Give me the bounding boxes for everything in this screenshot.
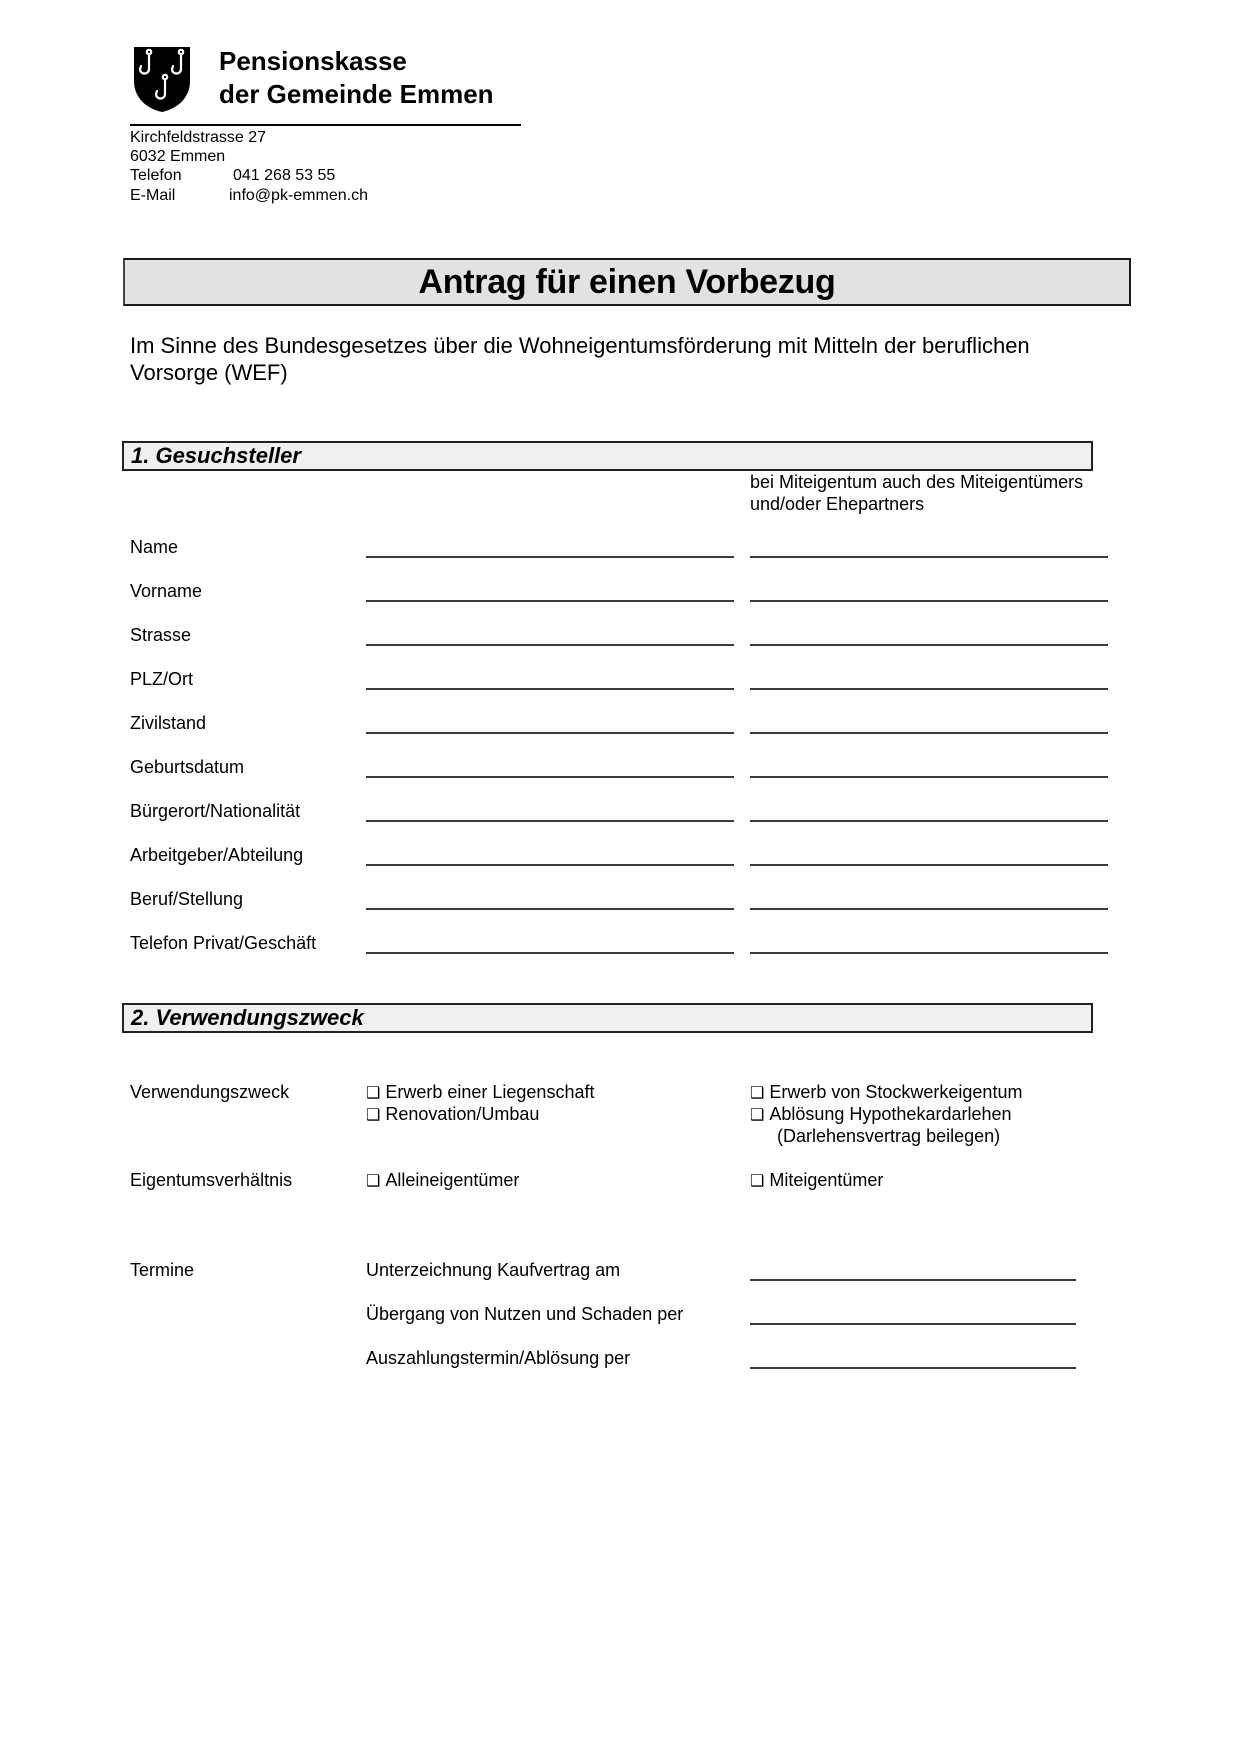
intro-line1: Im Sinne des Bundesgesetzes über die Wohneigentumsförderung mit Mitteln der beruflichen	[130, 333, 1030, 358]
field-label: Arbeitgeber/Abteilung	[130, 845, 304, 865]
option-miteigentuemer[interactable]	[750, 1169, 883, 1193]
co-owner-input-line[interactable]	[750, 644, 1108, 646]
email-value: info@pk-emmen.ch	[229, 187, 368, 204]
header-divider	[130, 124, 521, 126]
section-2-header	[122, 1003, 1093, 1033]
date-label: Übergang von Nutzen und Schaden per	[366, 1304, 684, 1324]
option-label: Alleineigentümer	[385, 1170, 520, 1190]
applicant-input-line[interactable]	[366, 776, 734, 778]
co-owner-note-line2: und/oder Ehepartners	[750, 494, 925, 514]
option-label: Erwerb einer Liegenschaft	[385, 1082, 595, 1102]
date-input-line[interactable]	[750, 1367, 1076, 1369]
field-label: Strasse	[130, 625, 192, 645]
field-label: Zivilstand	[130, 713, 207, 733]
field-label: Geburtsdatum	[130, 757, 245, 777]
co-owner-note-line1: bei Miteigentum auch des Miteigentümers	[750, 472, 1084, 492]
applicant-input-line[interactable]	[366, 556, 734, 558]
org-name-line1: Pensionskasse	[219, 46, 407, 76]
address-city: 6032 Emmen	[130, 148, 226, 165]
applicant-input-line[interactable]	[366, 864, 734, 866]
option-label: Miteigentümer	[769, 1170, 884, 1190]
section-1-header	[122, 441, 1093, 471]
field-label: Bürgerort/Nationalität	[130, 801, 301, 821]
email-label: E-Mail	[130, 187, 176, 204]
applicant-input-line[interactable]	[366, 732, 734, 734]
ownership-label: Eigentumsverhältnis	[130, 1170, 293, 1190]
applicant-input-line[interactable]	[366, 908, 734, 910]
applicant-input-line[interactable]	[366, 644, 734, 646]
co-owner-input-line[interactable]	[750, 908, 1108, 910]
phone-label: Telefon	[130, 167, 182, 184]
option-abloesung-note: (Darlehensvertrag beilegen)	[777, 1126, 1001, 1146]
option-erwerb-liegenschaft[interactable]	[366, 1081, 594, 1105]
date-label: Unterzeichnung Kaufvertrag am	[366, 1260, 621, 1280]
section-2-title: 2. Verwendungszweck	[131, 1005, 364, 1030]
date-label: Auszahlungstermin/Ablösung per	[366, 1348, 631, 1368]
option-renovation[interactable]	[366, 1103, 539, 1127]
checkbox-icon[interactable]: ❑	[366, 1085, 381, 1102]
applicant-input-line[interactable]	[366, 688, 734, 690]
checkbox-icon[interactable]: ❑	[750, 1085, 765, 1102]
purpose-label: Verwendungszweck	[130, 1082, 290, 1102]
co-owner-input-line[interactable]	[750, 600, 1108, 602]
address-street: Kirchfeldstrasse 27	[130, 129, 267, 146]
intro-line2: Vorsorge (WEF)	[130, 360, 288, 385]
option-stockwerkeigentum[interactable]	[750, 1081, 1022, 1105]
field-label: Name	[130, 537, 179, 557]
field-label: PLZ/Ort	[130, 669, 194, 689]
field-label: Beruf/Stellung	[130, 889, 244, 909]
section-1-title: 1. Gesuchsteller	[131, 443, 301, 468]
phone-value: 041 268 53 55	[233, 167, 336, 184]
co-owner-input-line[interactable]	[750, 556, 1108, 558]
form-title-box	[123, 258, 1131, 306]
checkbox-icon[interactable]: ❑	[750, 1173, 765, 1190]
checkbox-icon[interactable]: ❑	[750, 1107, 765, 1124]
date-input-line[interactable]	[750, 1279, 1076, 1281]
field-label: Telefon Privat/Geschäft	[130, 933, 317, 953]
field-label: Vorname	[130, 581, 203, 601]
dates-label: Termine	[130, 1260, 195, 1280]
option-label: Renovation/Umbau	[385, 1104, 540, 1124]
option-label: Erwerb von Stockwerkeigentum	[769, 1082, 1023, 1102]
co-owner-input-line[interactable]	[750, 952, 1108, 954]
co-owner-input-line[interactable]	[750, 864, 1108, 866]
co-owner-input-line[interactable]	[750, 688, 1108, 690]
co-owner-input-line[interactable]	[750, 820, 1108, 822]
form-title: Antrag für einen Vorbezug	[418, 262, 836, 301]
applicant-input-line[interactable]	[366, 820, 734, 822]
option-alleineigentuemer[interactable]	[366, 1169, 519, 1193]
option-label: Ablösung Hypothekardarlehen	[769, 1104, 1012, 1124]
applicant-input-line[interactable]	[366, 600, 734, 602]
org-name-line2: der Gemeinde Emmen	[219, 79, 494, 109]
co-owner-input-line[interactable]	[750, 776, 1108, 778]
option-abloesung-hypothek[interactable]	[750, 1103, 1012, 1127]
checkbox-icon[interactable]: ❑	[366, 1173, 381, 1190]
coat-of-arms-logo	[132, 45, 192, 113]
applicant-input-line[interactable]	[366, 952, 734, 954]
date-input-line[interactable]	[750, 1323, 1076, 1325]
checkbox-icon[interactable]: ❑	[366, 1107, 381, 1124]
co-owner-input-line[interactable]	[750, 732, 1108, 734]
